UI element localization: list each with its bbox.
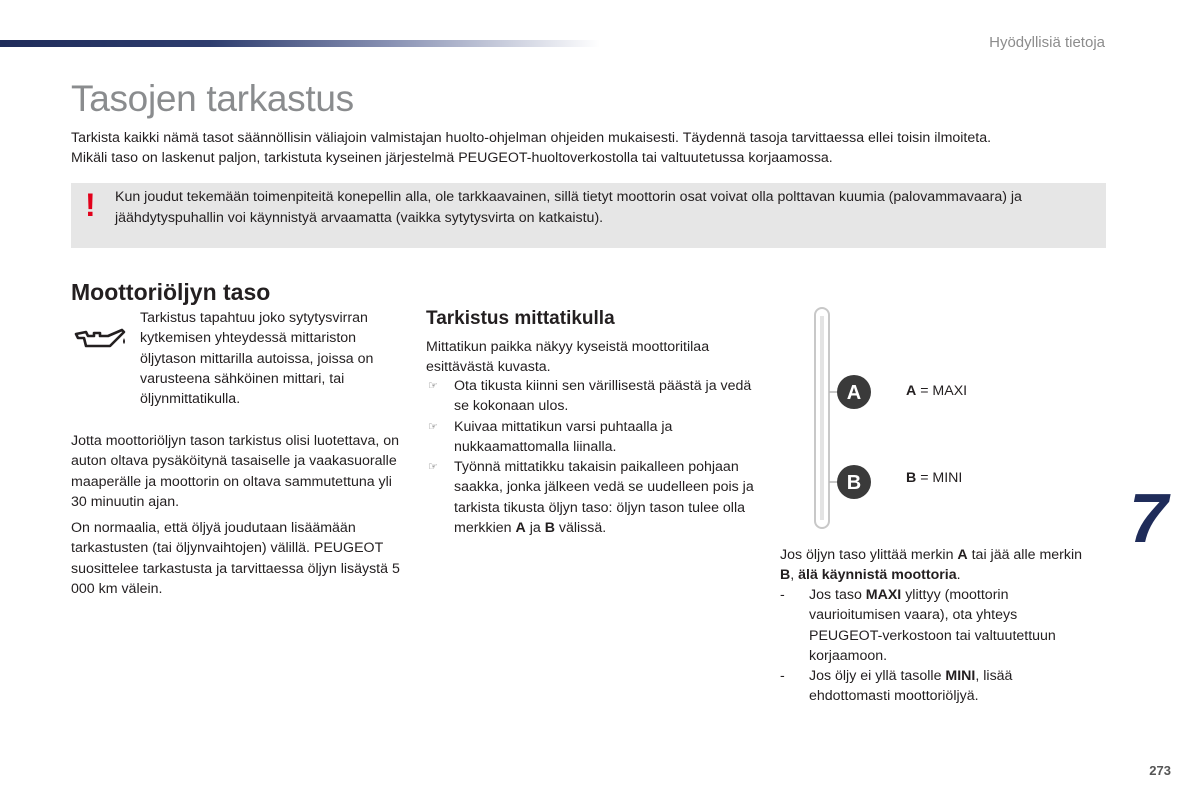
- oil-check-conditions: Jotta moottoriöljyn tason tarkistus olisi luotettava, on auton oltava pysäköitynä tasaiselle ja vaakasuoralle maaperälle ja moottorin on oltava sammutettuna yli 30 minuutin ajan.: [71, 433, 400, 510]
- step3-mid: ja: [525, 520, 545, 537]
- label-maxi: [906, 383, 967, 399]
- d2-post: , lisää ehdottomasti moottoriöljyä.: [809, 668, 1013, 705]
- dipstick-step-3-text: [454, 459, 754, 536]
- rp-end: .: [956, 567, 961, 584]
- marker-b-letter: B: [846, 472, 862, 494]
- dipstick-illustration: [806, 306, 886, 532]
- section-header: Hyödyllisiä tietoja: [989, 34, 1105, 51]
- oil-top-up-note: On normaalia, että öljyä joudutaan lisäämään tarkastusten (tai öljynvaihtojen) välillä. PEUGEOT suosittelee tarkastusta ja tarvittaessa öljyn lisäystä 5 000 km välein.: [71, 520, 400, 597]
- dipstick-step: [426, 417, 756, 458]
- dipstick-heading: Tarkistus mittatikulla: [426, 308, 615, 329]
- page-title: Tasojen tarkastus: [71, 78, 354, 119]
- warning-exclamation-icon: !: [85, 187, 96, 223]
- step3-post: välissä.: [554, 520, 607, 537]
- oil-level-description: Tarkistus tapahtuu joko sytytysvirran kytkemisen yhteydessä mittariston öljytason mittarilla autoissa, joissa on varusteena sähköinen mittari, tai öljynmittatikulla.: [140, 310, 374, 408]
- rp-b: B: [780, 567, 791, 584]
- rp-sep: ,: [790, 567, 799, 584]
- d1-bold: MAXI: [865, 587, 902, 603]
- pointer-icon: ☞: [428, 461, 438, 474]
- warning-box: [71, 183, 1106, 248]
- dipstick-step-1-text: Ota tikusta kiinni sen värillisestä päästä ja vedä se kokonaan ulos.: [454, 378, 752, 415]
- level-warning-paragraph: [780, 545, 1090, 586]
- step3-marker-b: B: [544, 520, 555, 537]
- dash-item: [780, 666, 1090, 707]
- rp-pre: Jos öljyn taso ylittää merkin: [780, 547, 958, 563]
- step3-pre: Työnnä mittatikku takaisin paikalleen pohjaan saakka, jonka jälkeen vedä se uudelleen pois ja tarkista tikusta öljyn taso: öljyn tason tulee olla merkkien: [454, 459, 754, 537]
- pointer-icon: ☞: [428, 380, 438, 392]
- d1-post: ylittyy (moottorin vaurioitumisen vaara), ota yhteys PEUGEOT-verkostoon tai valtuutettuun korjaamoon.: [809, 587, 1056, 664]
- pointer-icon: ☞: [428, 420, 438, 433]
- d2-pre: Jos öljy ei yllä tasolle: [809, 668, 946, 685]
- rp-mid: tai jää alle merkin: [967, 547, 1083, 563]
- rp-a: A: [957, 547, 968, 563]
- label-mini: [906, 470, 962, 486]
- dipstick-step: [426, 376, 756, 417]
- dash-mark: -: [780, 668, 785, 685]
- label-b-key: B: [906, 470, 917, 486]
- intro-line-1: Tarkista kaikki nämä tasot säännöllisin väliajoin valmistajan huolto-ohjelman ohjeiden mukaisesti. Täydennä tasoja tarvittaessa ellei toisin ilmoiteta.: [71, 130, 992, 146]
- oil-level-heading: Moottoriöljyn taso: [71, 279, 271, 305]
- page-number: 273: [1149, 763, 1171, 778]
- dash-mark: -: [780, 587, 785, 603]
- dipstick-steps: [426, 376, 756, 538]
- rp-bold: älä käynnistä moottoria: [798, 567, 957, 584]
- intro-text: [71, 128, 1121, 168]
- label-a-key: A: [906, 383, 917, 399]
- oil-can-icon: [74, 326, 128, 354]
- label-a-value: = MAXI: [916, 383, 968, 399]
- warning-text: Kun joudut tekemään toimenpiteitä konepellin alla, ole tarkkaavainen, sillä tietyt moottorin osat voivat olla polttavan kuumia (palovammavaara) ja jäähdytyspuhallin voi käynnistyä arvaamatta (vaikka sytytysvirta on katkaistu).: [115, 189, 1022, 226]
- level-dash-list: [780, 585, 1090, 707]
- dipstick-step: [426, 457, 756, 538]
- intro-line-2: Mikäli taso on laskenut paljon, tarkistuta kyseinen järjestelmä PEUGEOT-huoltoverkostolla tai valtuutetussa korjaamossa.: [71, 150, 833, 166]
- dipstick-step-2-text: Kuivaa mittatikun varsi puhtaalla ja nukkaamattomalla liinalla.: [454, 418, 673, 455]
- chapter-number: 7: [1129, 479, 1168, 557]
- dash-item: [780, 585, 1090, 666]
- d2-bold: MINI: [945, 668, 976, 685]
- step3-marker-a: A: [515, 520, 526, 537]
- label-b-value: = MINI: [916, 470, 963, 486]
- dipstick-intro: Mittatikun paikka näkyy kyseistä moottoritilaa esittävästä kuvasta.: [426, 339, 710, 376]
- d1-pre: Jos taso: [809, 587, 866, 603]
- marker-a-letter: A: [846, 382, 862, 404]
- header-accent-bar: [0, 40, 600, 47]
